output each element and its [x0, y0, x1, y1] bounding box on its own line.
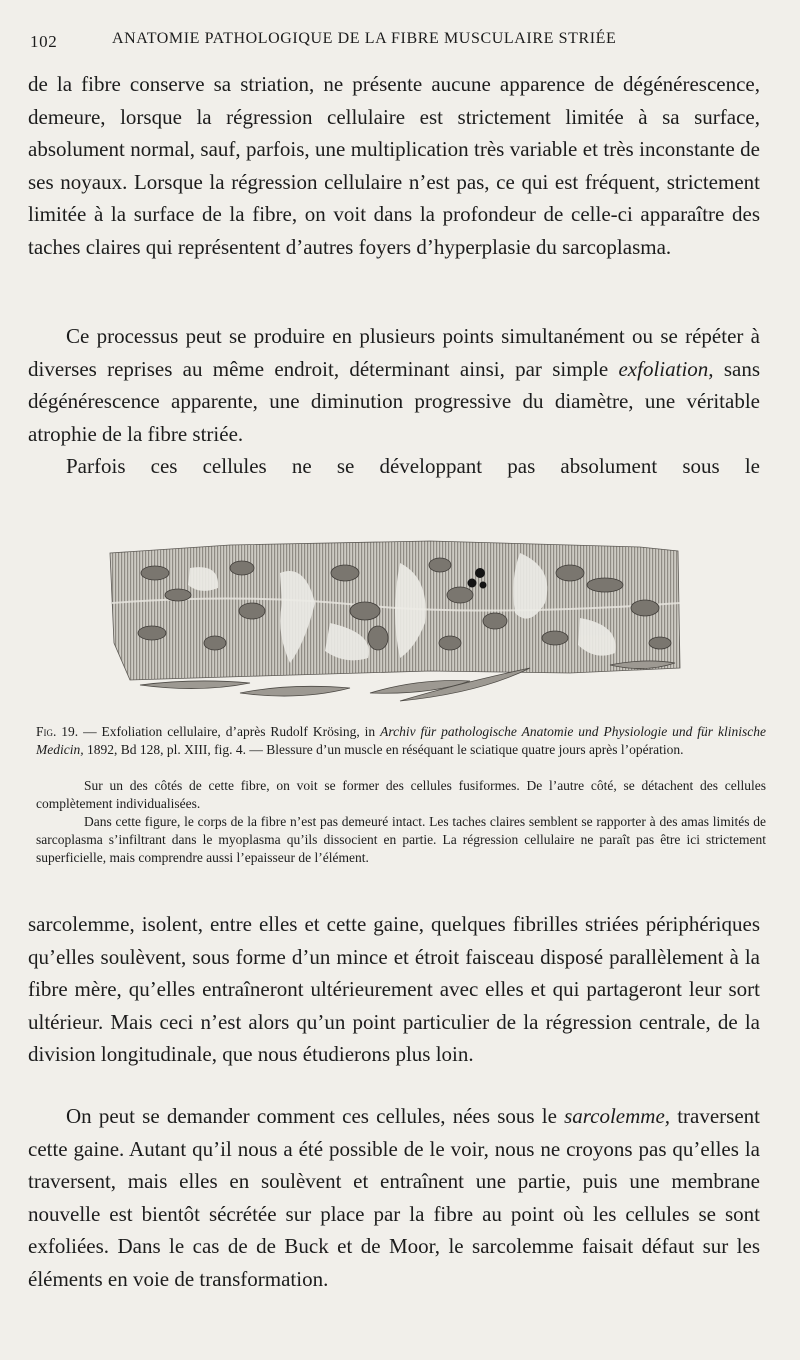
figure-caption-note-1: Sur un des côtés de cette fibre, on voit se former des cellules fusiformes. De l’autre côté, se détachent des cellules complètement individualisées. — [36, 778, 766, 811]
page-number: 102 — [30, 32, 58, 51]
running-title: ANATOMIE PATHOLOGIQUE DE LA FIBRE MUSCULAIRE STRIÉE — [112, 30, 617, 47]
paragraph-2-text-b: sans dégénérescence apparente, une diminution progressive du diamètre, une véritable atrophie de la fibre striée. — [28, 356, 760, 446]
paragraph-3: Parfois ces cellules ne se développant pas absolument sous le — [66, 454, 760, 478]
caption-journal: Archiv für pathologische Anatomie und Physiologie und für klinische Medicin, — [36, 724, 766, 757]
paragraph-2 — [28, 320, 760, 450]
paragraph-2-text-a: Ce processus peut se produire en plusieurs points simultanément ou se répéter à diverses reprises au même endroit, déterminant ainsi, par simple — [28, 324, 760, 381]
figure-label: Fig. 19. — [36, 724, 79, 739]
caption-text-a: — Exfoliation cellulaire, d’après Rudolf Krösing, in — [78, 724, 381, 739]
paragraph-2-emphasis: exfoliation, — [618, 356, 714, 381]
paragraph-5-emphasis: sarcolemme, — [564, 1104, 671, 1128]
figure-caption — [36, 723, 766, 759]
paragraph-4: sarcolemme, isolent, entre elles et cette gaine, quelques fibrilles striées périphériques qu’elles soulèvent, sous forme d’un mince et étroit faisceau disposé parallèlement à la fibre mère, qu’elles entraîneront ultérieurement avec elles et qui partageront leur sort ultérieur. Mais ceci n’est alors qu’un point particulier de la régression centrale, de la division longitudinale, que nous étudierons plus loin. — [28, 912, 760, 1067]
caption-text-b: 1892, Bd 128, pl. XIII, fig. 4. — Blessure d’un muscle en réséquant le sciatique quatre jours après l’opération. — [83, 741, 684, 757]
paragraph-5 — [28, 1100, 760, 1296]
muscle-fiber-illustration — [100, 533, 685, 708]
running-head — [30, 28, 760, 54]
paragraph-5-text-b: traversent cette gaine. Autant qu’il nous a été possible de le voir, nous ne croyons pas qu’elles la traversent, mais elles en soulèvent et entraînent une partie, puis une membrane nouvelle est bientôt sécrétée sur place par la fibre au point où les cellules se sont exfoliées. Dans le cas de de Buck et de Moor, le sarcolemme faisait défaut sur les éléments en voie de transformation. — [28, 1104, 761, 1291]
paragraph-1: de la fibre conserve sa striation, ne présente aucune apparence de dégénérescence, demeure, lorsque la régression cellulaire est strictement limitée à sa surface, absolument normal, sauf, parfois, une multiplication très variable et très inconstante de ses noyaux. Lorsque la régression cellulaire n’est pas, ce qui est fréquent, strictement limitée à la surface de la fibre, on voit dans la profondeur de celle-ci apparaître des taches claires qui représentent d’autres foyers d’hyperplasie du sarcoplasma. — [28, 72, 760, 259]
paragraph-5-text-a: On peut se demander comment ces cellules, nées sous le — [66, 1104, 565, 1128]
figure-caption-note-2: Dans cette figure, le corps de la fibre n’est pas demeuré intact. Les taches claires semblent se rapporter à des amas limités de sarcoplasma s’infiltrant dans le myoplasma qu’ils dissocient en partie. La régression cellulaire ne paraît pas être ici strictement superficielle, mais comprendre aussi l’epaisseur de l’élément. — [36, 814, 766, 865]
